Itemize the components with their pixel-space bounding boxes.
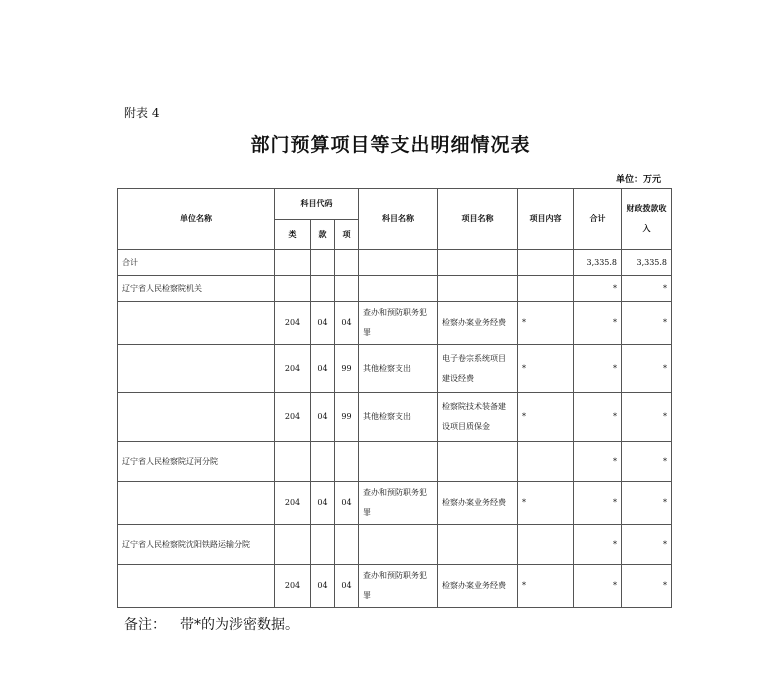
cell-project (438, 250, 518, 276)
cell-lei: 204 (275, 482, 311, 525)
cell-xiang (335, 442, 359, 482)
cell-fiscal: * (622, 302, 672, 345)
header-fiscal: 财政拨款收入 (622, 189, 672, 250)
cell-lei: 204 (275, 302, 311, 345)
table-row (118, 393, 672, 442)
cell-lei (275, 250, 311, 276)
table-row (118, 565, 672, 608)
cell-lei (275, 442, 311, 482)
cell-unit (118, 565, 275, 608)
cell-fiscal: 3,335.8 (622, 250, 672, 276)
header-total: 合计 (574, 189, 622, 250)
unit-label: 单位：万元 (615, 175, 661, 185)
appendix-label: 附表 4 (124, 106, 160, 120)
cell-subject: 其他检察支出 (359, 393, 438, 442)
cell-kuan: 04 (311, 482, 335, 525)
cell-fiscal: * (622, 393, 672, 442)
cell-subject (359, 442, 438, 482)
cell-total: * (574, 276, 622, 302)
cell-xiang: 04 (335, 302, 359, 345)
cell-fiscal: * (622, 565, 672, 608)
cell-content: * (518, 565, 574, 608)
cell-content (518, 525, 574, 565)
cell-fiscal: * (622, 525, 672, 565)
cell-xiang (335, 250, 359, 276)
cell-subject (359, 276, 438, 302)
header-project-content: 项目内容 (518, 189, 574, 250)
header-lei: 类 (275, 220, 311, 250)
cell-unit: 合计 (118, 250, 275, 276)
cell-subject: 查办和预防职务犯罪 (359, 565, 438, 608)
cell-total: * (574, 302, 622, 345)
footnote-text: 带*的为涉密数据。 (180, 617, 299, 633)
cell-kuan: 04 (311, 302, 335, 345)
cell-project (438, 442, 518, 482)
cell-content (518, 250, 574, 276)
cell-fiscal: * (622, 442, 672, 482)
cell-unit (118, 482, 275, 525)
cell-project: 检察办案业务经费 (438, 482, 518, 525)
cell-total: * (574, 525, 622, 565)
cell-lei (275, 525, 311, 565)
header-subject-name: 科目名称 (359, 189, 438, 250)
cell-content: * (518, 302, 574, 345)
table-row (118, 302, 672, 345)
cell-fiscal: * (622, 345, 672, 393)
cell-subject (359, 525, 438, 565)
cell-lei: 204 (275, 345, 311, 393)
cell-project (438, 525, 518, 565)
header-kuan: 款 (311, 220, 335, 250)
budget-detail-table (117, 188, 672, 608)
cell-subject: 查办和预防职务犯罪 (359, 482, 438, 525)
cell-unit (118, 393, 275, 442)
header-unit-name: 单位名称 (118, 189, 275, 250)
table-row (118, 482, 672, 525)
cell-unit (118, 302, 275, 345)
cell-unit (118, 345, 275, 393)
cell-kuan: 04 (311, 345, 335, 393)
footnote-label: 备注： (124, 617, 166, 633)
cell-project: 电子卷宗系统项目建设经费 (438, 345, 518, 393)
footnote (124, 614, 299, 634)
cell-kuan: 04 (311, 393, 335, 442)
table-row (118, 525, 672, 565)
cell-project (438, 276, 518, 302)
cell-fiscal: * (622, 482, 672, 525)
cell-kuan (311, 250, 335, 276)
cell-unit: 辽宁省人民检察院机关 (118, 276, 275, 302)
table-row (118, 442, 672, 482)
cell-subject: 其他检察支出 (359, 345, 438, 393)
cell-lei: 204 (275, 565, 311, 608)
table-row (118, 276, 672, 302)
cell-lei: 204 (275, 393, 311, 442)
cell-subject (359, 250, 438, 276)
cell-xiang (335, 525, 359, 565)
cell-project: 检察办案业务经费 (438, 302, 518, 345)
cell-project: 检察办案业务经费 (438, 565, 518, 608)
cell-content (518, 442, 574, 482)
cell-lei (275, 276, 311, 302)
cell-total: * (574, 565, 622, 608)
cell-unit: 辽宁省人民检察院沈阳铁路运输分院 (118, 525, 275, 565)
cell-total: 3,335.8 (574, 250, 622, 276)
cell-content: * (518, 482, 574, 525)
header-subject-code: 科目代码 (275, 189, 359, 220)
page-title: 部门预算项目等支出明细情况表 (250, 134, 531, 156)
cell-kuan (311, 276, 335, 302)
header-xiang: 项 (335, 220, 359, 250)
header-project-name: 项目名称 (438, 189, 518, 250)
cell-xiang: 04 (335, 565, 359, 608)
cell-project: 检察院技术装备建设项目质保金 (438, 393, 518, 442)
cell-unit: 辽宁省人民检察院辽河分院 (118, 442, 275, 482)
cell-total: * (574, 442, 622, 482)
cell-fiscal: * (622, 276, 672, 302)
cell-xiang (335, 276, 359, 302)
cell-kuan (311, 442, 335, 482)
cell-kuan (311, 525, 335, 565)
cell-content (518, 276, 574, 302)
cell-xiang: 99 (335, 393, 359, 442)
cell-xiang: 04 (335, 482, 359, 525)
cell-total: * (574, 393, 622, 442)
cell-total: * (574, 482, 622, 525)
cell-kuan: 04 (311, 565, 335, 608)
table-row (118, 345, 672, 393)
table-row (118, 250, 672, 276)
cell-subject: 查办和预防职务犯罪 (359, 302, 438, 345)
cell-total: * (574, 345, 622, 393)
cell-xiang: 99 (335, 345, 359, 393)
cell-content: * (518, 393, 574, 442)
cell-content: * (518, 345, 574, 393)
